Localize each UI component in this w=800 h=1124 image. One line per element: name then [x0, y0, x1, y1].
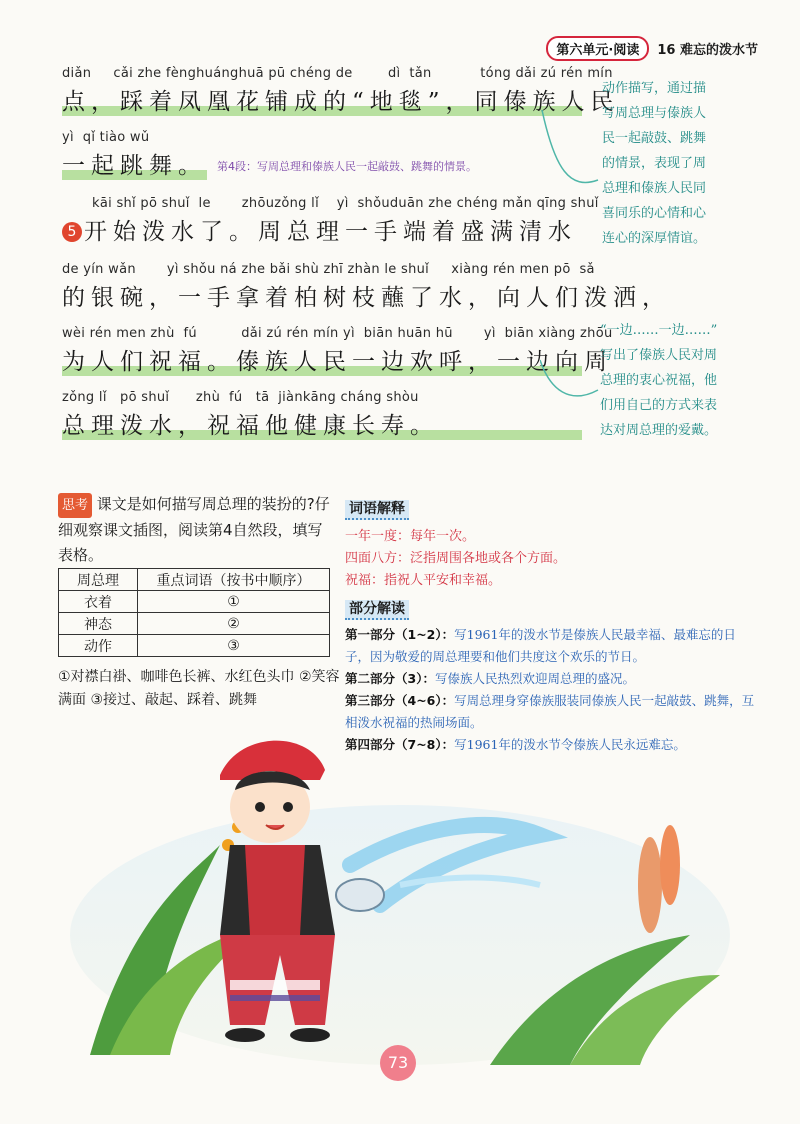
answer-text: ①对襟白褂、咖啡色长裤、水红色头巾 ②笑容满面 ③接过、敲起、踩着、跳舞	[58, 669, 340, 708]
part-item: 第四部分（7~8）：写1961年的泼水节令傣族人民永远难忘。	[345, 737, 686, 752]
side-note-action: 动作描写，通过描 写周总理与傣族人 民一起敲鼓、跳舞 的情景，表现了周 总理和傣族人民同 喜同乐的心情和心 连心的深厚情谊。	[602, 81, 707, 246]
paragraph-4-note: 第4段：写周总理和傣族人民一起敲鼓、跳舞的情景。	[217, 160, 477, 173]
pinyin-line: de yín wǎn yì shǒu ná zhe bǎi shù zhī zhàn le shuǐ xiàng rén men pō sǎ	[62, 262, 595, 277]
text-line	[62, 262, 671, 312]
parts-title: 部分解读	[345, 600, 409, 620]
text-line	[62, 390, 582, 440]
vocab-item: 祝福：指祝人平安和幸福。	[345, 573, 502, 588]
part-item: 第一部分（1~2）：写1961年的泼水节是傣族人民最幸福、最难忘的日子，因为敬爱的周总理要和他们共度这个欢乐的节日。	[345, 627, 736, 664]
think-tag: 思考	[58, 493, 92, 518]
annotation-connectors	[540, 60, 620, 420]
parts-section	[345, 598, 755, 756]
page-header	[546, 36, 758, 61]
part-item: 第三部分（4~6）：写周总理身穿傣族服装同傣族人民一起敲鼓、跳舞，互相泼水祝福的热闹场面。	[345, 693, 755, 730]
answer-table	[58, 568, 330, 657]
pinyin-line: yì qǐ tiào wǔ	[62, 130, 150, 145]
text-line	[62, 196, 599, 246]
pinyin-line: zǒng lǐ pō shuǐ zhù fú tā jiànkāng cháng shòu	[62, 390, 419, 405]
page-number: 73	[380, 1045, 416, 1081]
vocab-section	[345, 498, 675, 592]
hanzi-line: 为人们祝福。傣族人民一边欢呼，一边向周	[62, 343, 582, 376]
text-line	[62, 326, 613, 376]
lesson-title: 16 难忘的泼水节	[657, 43, 758, 58]
hanzi-line: 总理泼水，祝福他健康长寿。	[62, 407, 582, 440]
hanzi-line: 的银碗，一手拿着柏树枝蘸了水，向人们泼洒，	[62, 285, 671, 311]
dai-child-illustration	[70, 735, 730, 1065]
vocab-title: 词语解释	[345, 500, 409, 520]
part-item: 第二部分（3）：写傣族人民热烈欢迎周总理的盛况。	[345, 671, 635, 686]
hanzi-line: 开始泼水了。周总理一手端着盛满清水	[84, 219, 577, 245]
text-line	[62, 130, 622, 180]
hanzi-line: 点，踩着凤凰花铺成的“地毯”，同傣族人民	[62, 83, 582, 116]
table-header: 重点词语（按书中顺序）	[138, 569, 330, 591]
vocab-item: 一年一度：每年一次。	[345, 529, 476, 544]
table-header: 周总理	[59, 569, 138, 591]
side-note-blessing: “一边……一边……” 写出了傣族人民对周 总理的衷心祝福，他 们用自己的方式来表 达对周总理的爱戴。	[600, 323, 718, 438]
table-row: 衣着 ①	[59, 591, 330, 613]
pinyin-line: kāi shǐ pō shuǐ le zhōuzǒng lǐ yì shǒuduān zhe chéng mǎn qīng shuǐ	[92, 196, 599, 211]
pinyin-line: diǎn cǎi zhe fènghuánghuā pū chéng de dì tǎn tóng dǎi zú rén mín	[62, 66, 613, 81]
table-row: 动作 ③	[59, 635, 330, 657]
think-section	[58, 492, 333, 568]
pinyin-line: wèi rén men zhù fú dǎi zú rén mín yì biān huān hū yì biān xiàng zhōu	[62, 326, 613, 341]
unit-badge: 第六单元·阅读	[546, 36, 649, 61]
hanzi-line: 一起跳舞。	[62, 147, 207, 180]
vocab-item: 四面八方：泛指周围各地或各个方面。	[345, 551, 567, 566]
think-question: 课文是如何描写周总理的装扮的?仔细观察课文插图，阅读第4自然段，填写表格。	[58, 495, 330, 564]
paragraph-number: 5	[62, 222, 82, 242]
table-row: 神态 ②	[59, 613, 330, 635]
text-line	[62, 66, 620, 116]
